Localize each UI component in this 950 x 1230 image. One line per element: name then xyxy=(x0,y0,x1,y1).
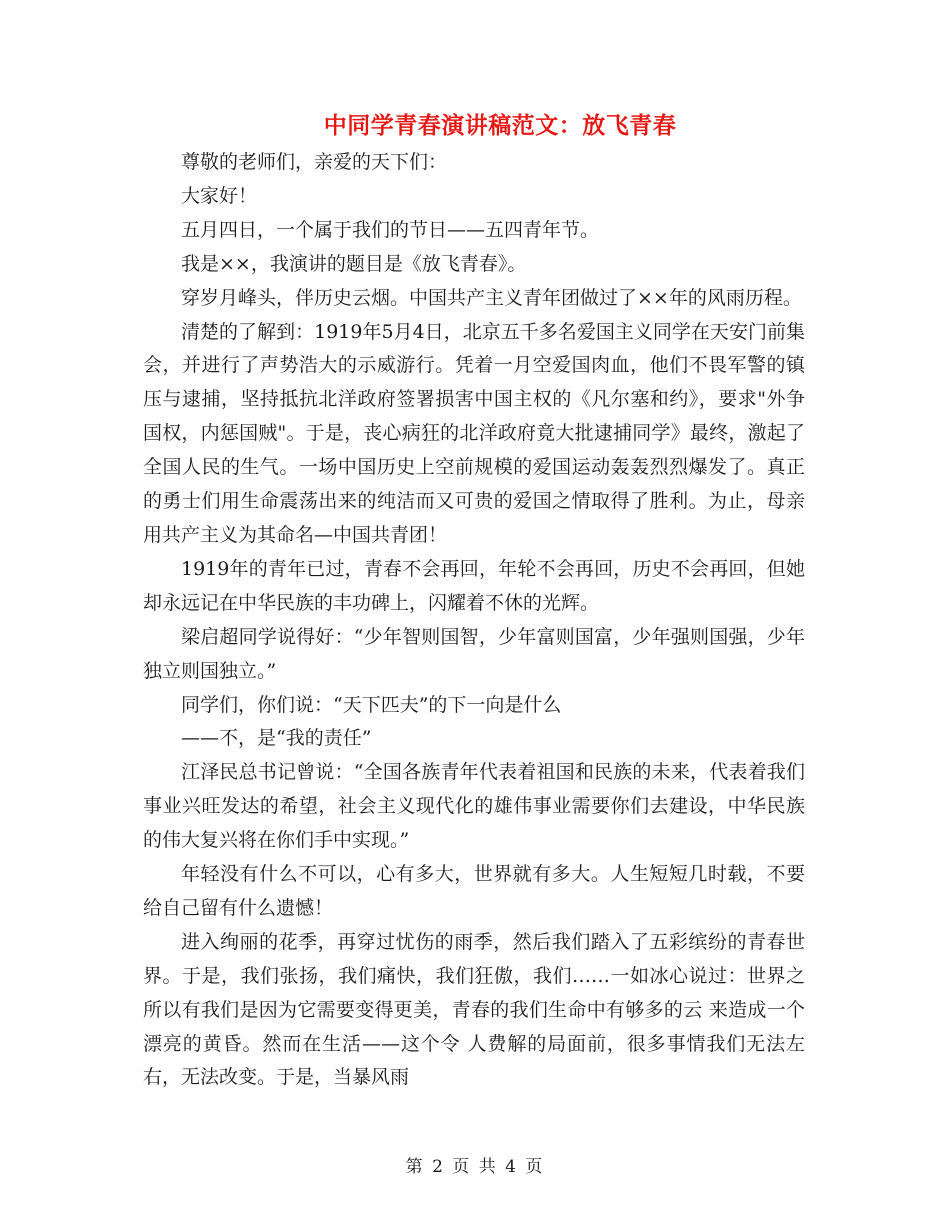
paragraph-answer: ——不，是“我的责任” xyxy=(181,727,372,750)
paragraph-speech-topic: 我是××，我演讲的题目是《放飞青春》。 xyxy=(181,252,527,275)
paragraph-history: 穿岁月峰头，伴历史云烟。中国共产主义青年团做过了××年的风雨历程。 xyxy=(181,286,802,309)
paragraph-liang-qichao: 梁启超同学说得好：“少年智则国智，少年富则国富，少年强则国强，少年独立则国独立。” xyxy=(143,625,805,682)
paragraph-youth-gone: 1919年的青年已过，青春不会再回，年轮不会再回，历史不会再回，但她却永远记在中华民族的丰功碑上，闪耀着不休的光辉。 xyxy=(143,557,805,614)
paragraph-1919-movement: 清楚的了解到：1919年5月4日，北京五千多名爱国主义同学在天安门前集会，并进行了声势浩大的示威游行。凭着一月空爱国肉血，他们不畏军警的镇压与逮捕，坚持抵抗北洋政府签署损害中国主权的《凡尔塞和约》，要求"外争国权，内惩国贼"。于是，丧心病狂的北洋政府竟大批逮捕同学》最终，激起了全国人民的生气。一场中国历史上空前规模的爱国运动轰轰烈烈爆发了。真正的勇士们用生命震荡出来的纯洁而又可贵的爱国之情取得了胜利。为止，母亲用共产主义为其命名—中国共青团！ xyxy=(143,320,805,546)
paragraph-hello: 大家好！ xyxy=(181,184,258,207)
page-number-footer: 第 2 页 共 4 页 xyxy=(405,1157,545,1177)
paragraph-flower-season: 进入绚丽的花季，再穿过忧伤的雨季，然后我们踏入了五彩缤纷的青春世界。于是，我们张扬，我们痛快，我们狂傲，我们……一如冰心说过：世界之所以有我们是因为它需要变得更美，青春的我们生命中有够多的云 来造成一个漂亮的黄昏。然而在生活——这个令 人费解的局面前，很多事情我们无法左右，无法改变。于是，当暴风雨 xyxy=(143,930,805,1089)
paragraph-young: 年轻没有什么不可以，心有多大，世界就有多大。人生短短几时载，不要给自己留有什么遗憾！ xyxy=(143,863,805,919)
paragraph-jiang-quote: 江泽民总书记曾说：“全国各族青年代表着祖国和民族的未来，代表着我们事业兴旺发达的希望，社会主义现代化的雄伟事业需要你们去建设，中华民族的伟大复兴将在你们手中实现。” xyxy=(143,761,805,852)
document-title: 中同学青春演讲稿范文：放飞青春 xyxy=(323,112,677,139)
paragraph-greeting: 尊敬的老师们，亲爱的天下们： xyxy=(181,151,448,173)
document-body xyxy=(143,146,805,1095)
paragraph-may-fourth: 五月四日，一个属于我们的节日——五四青年节。 xyxy=(181,218,600,241)
paragraph-question: 同学们，你们说：“天下匹夫”的下一向是什么 xyxy=(181,693,562,716)
